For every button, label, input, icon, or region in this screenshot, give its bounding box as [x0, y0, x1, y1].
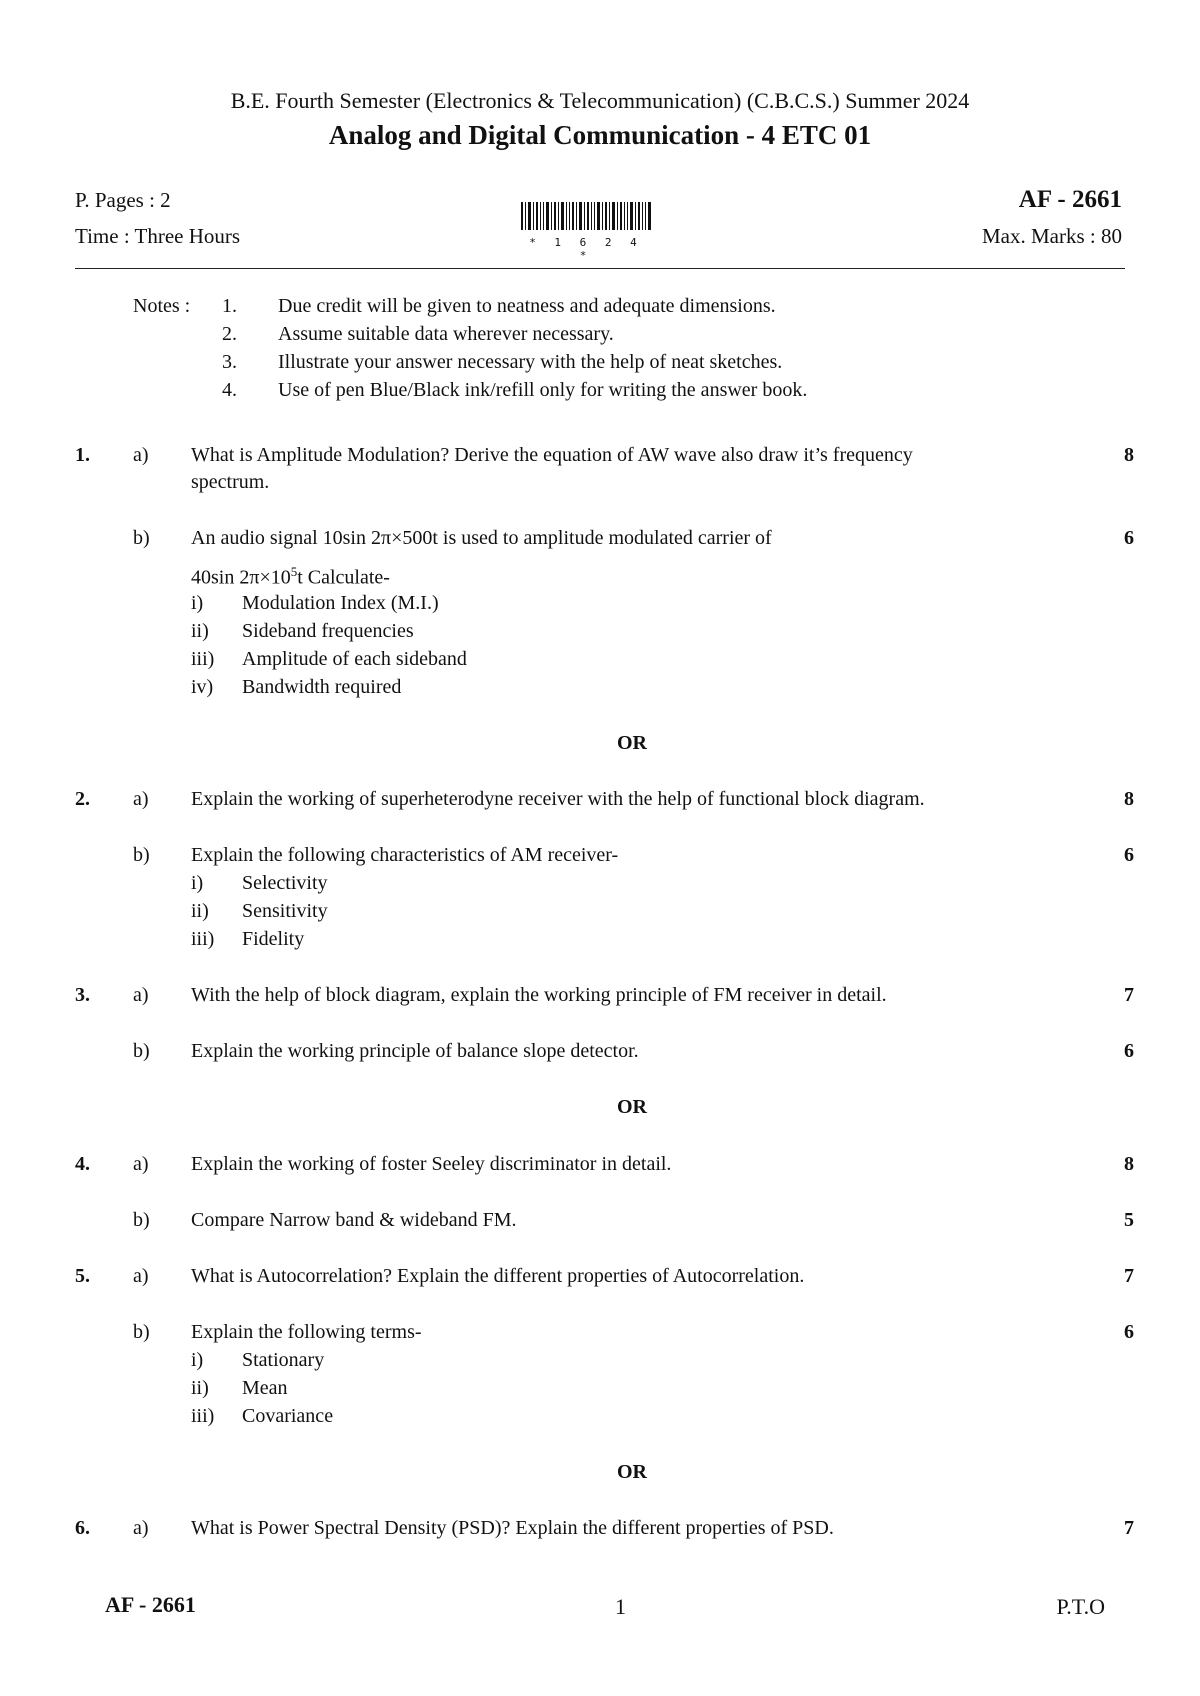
- formula-line: [191, 564, 390, 590]
- part-label: a): [133, 984, 149, 1006]
- sub-item-text: Bandwidth required: [242, 676, 402, 698]
- marks-value: 6: [1124, 844, 1134, 866]
- part-label: b): [133, 527, 150, 549]
- question-text: Compare Narrow band & wideband FM.: [191, 1209, 517, 1231]
- marks-value: 8: [1124, 444, 1134, 466]
- question-text: spectrum.: [191, 471, 270, 493]
- question-text: With the help of block diagram, explain the working principle of FM receiver in detail.: [191, 984, 887, 1006]
- sub-item-text: Mean: [242, 1377, 288, 1399]
- question-text: Explain the working of superheterodyne receiver with the help of functional block diagram.: [191, 788, 925, 810]
- sub-item-number: i): [191, 1349, 204, 1371]
- sub-item-text: Sensitivity: [242, 900, 328, 922]
- marks-value: 6: [1124, 1040, 1134, 1062]
- paper-title: Analog and Digital Communication - 4 ETC 01: [328, 120, 872, 150]
- note-text: Assume suitable data wherever necessary.: [278, 323, 614, 345]
- sub-item-number: i): [191, 872, 204, 894]
- marks-value: 8: [1124, 1153, 1134, 1175]
- part-label: a): [133, 1517, 149, 1539]
- part-label: b): [133, 1040, 150, 1062]
- sub-item-text: Sideband frequencies: [242, 620, 414, 642]
- question-number: 5.: [75, 1265, 90, 1287]
- pto-label: P.T.O: [1056, 1594, 1105, 1619]
- question-text: What is Autocorrelation? Explain the different properties of Autocorrelation.: [191, 1265, 805, 1287]
- question-text: What is Amplitude Modulation? Derive the equation of AW wave also draw it’s frequency: [191, 444, 913, 466]
- note-number: 1.: [222, 295, 237, 317]
- sub-item-number: ii): [191, 900, 209, 922]
- formula-exponent: 5: [290, 564, 298, 579]
- part-label: a): [133, 788, 149, 810]
- page-number: 1: [615, 1594, 626, 1619]
- note-text: Use of pen Blue/Black ink/refill only for writing the answer book.: [278, 379, 808, 401]
- page-count: P. Pages : 2: [75, 188, 171, 212]
- marks-value: 7: [1124, 984, 1134, 1006]
- note-text: Illustrate your answer necessary with the help of neat sketches.: [278, 351, 783, 373]
- question-number: 1.: [75, 444, 90, 466]
- marks-value: 6: [1124, 527, 1134, 549]
- exam-heading: B.E. Fourth Semester (Electronics & Telecommunication) (C.B.C.S.) Summer 2024: [230, 88, 970, 113]
- part-label: a): [133, 1153, 149, 1175]
- notes-label: Notes :: [133, 295, 191, 317]
- question-number: 2.: [75, 788, 90, 810]
- question-text: An audio signal 10sin 2π×500t is used to amplitude modulated carrier of: [191, 527, 772, 549]
- part-label: a): [133, 444, 149, 466]
- part-label: b): [133, 1209, 150, 1231]
- question-text: Explain the working principle of balance slope detector.: [191, 1040, 639, 1062]
- or-divider: OR: [617, 1096, 647, 1118]
- footer-paper-code: AF - 2661: [105, 1592, 196, 1617]
- question-text: Explain the following characteristics of AM receiver-: [191, 844, 619, 866]
- sub-item-number: iv): [191, 676, 214, 698]
- sub-item-text: Fidelity: [242, 928, 305, 950]
- question-number: 4.: [75, 1153, 90, 1175]
- barcode-number: * 1 6 2 4 *: [529, 236, 643, 262]
- sub-item-text: Selectivity: [242, 872, 328, 894]
- header-divider: [75, 268, 1125, 269]
- question-number: 6.: [75, 1517, 90, 1539]
- note-number: 3.: [222, 351, 237, 373]
- paper-code: AF - 2661: [1018, 186, 1122, 213]
- sub-item-number: i): [191, 592, 204, 614]
- question-number: 3.: [75, 984, 90, 1006]
- or-divider: OR: [617, 1461, 647, 1483]
- sub-item-number: ii): [191, 1377, 209, 1399]
- max-marks: Max. Marks : 80: [982, 224, 1122, 248]
- part-label: b): [133, 844, 150, 866]
- question-text: Explain the working of foster Seeley discriminator in detail.: [191, 1153, 672, 1175]
- note-text: Due credit will be given to neatness and adequate dimensions.: [278, 295, 776, 317]
- sub-item-text: Modulation Index (M.I.): [242, 592, 439, 614]
- marks-value: 7: [1124, 1265, 1134, 1287]
- sub-item-text: Amplitude of each sideband: [242, 648, 467, 670]
- sub-item-number: iii): [191, 648, 215, 670]
- sub-item-text: Stationary: [242, 1349, 325, 1371]
- note-number: 2.: [222, 323, 237, 345]
- sub-item-text: Covariance: [242, 1405, 334, 1427]
- sub-item-number: iii): [191, 1405, 215, 1427]
- barcode-image: [521, 202, 651, 230]
- part-label: b): [133, 1321, 150, 1343]
- sub-item-number: iii): [191, 928, 215, 950]
- marks-value: 5: [1124, 1209, 1134, 1231]
- formula-base: 40sin 2π×10: [191, 566, 291, 589]
- note-number: 4.: [222, 379, 237, 401]
- question-text: What is Power Spectral Density (PSD)? Explain the different properties of PSD.: [191, 1517, 834, 1539]
- formula-tail: t Calculate-: [297, 566, 390, 589]
- marks-value: 6: [1124, 1321, 1134, 1343]
- marks-value: 8: [1124, 788, 1134, 810]
- sub-item-number: ii): [191, 620, 209, 642]
- question-text: Explain the following terms-: [191, 1321, 422, 1343]
- or-divider: OR: [617, 732, 647, 754]
- time-allowed: Time : Three Hours: [75, 224, 241, 248]
- marks-value: 7: [1124, 1517, 1134, 1539]
- part-label: a): [133, 1265, 149, 1287]
